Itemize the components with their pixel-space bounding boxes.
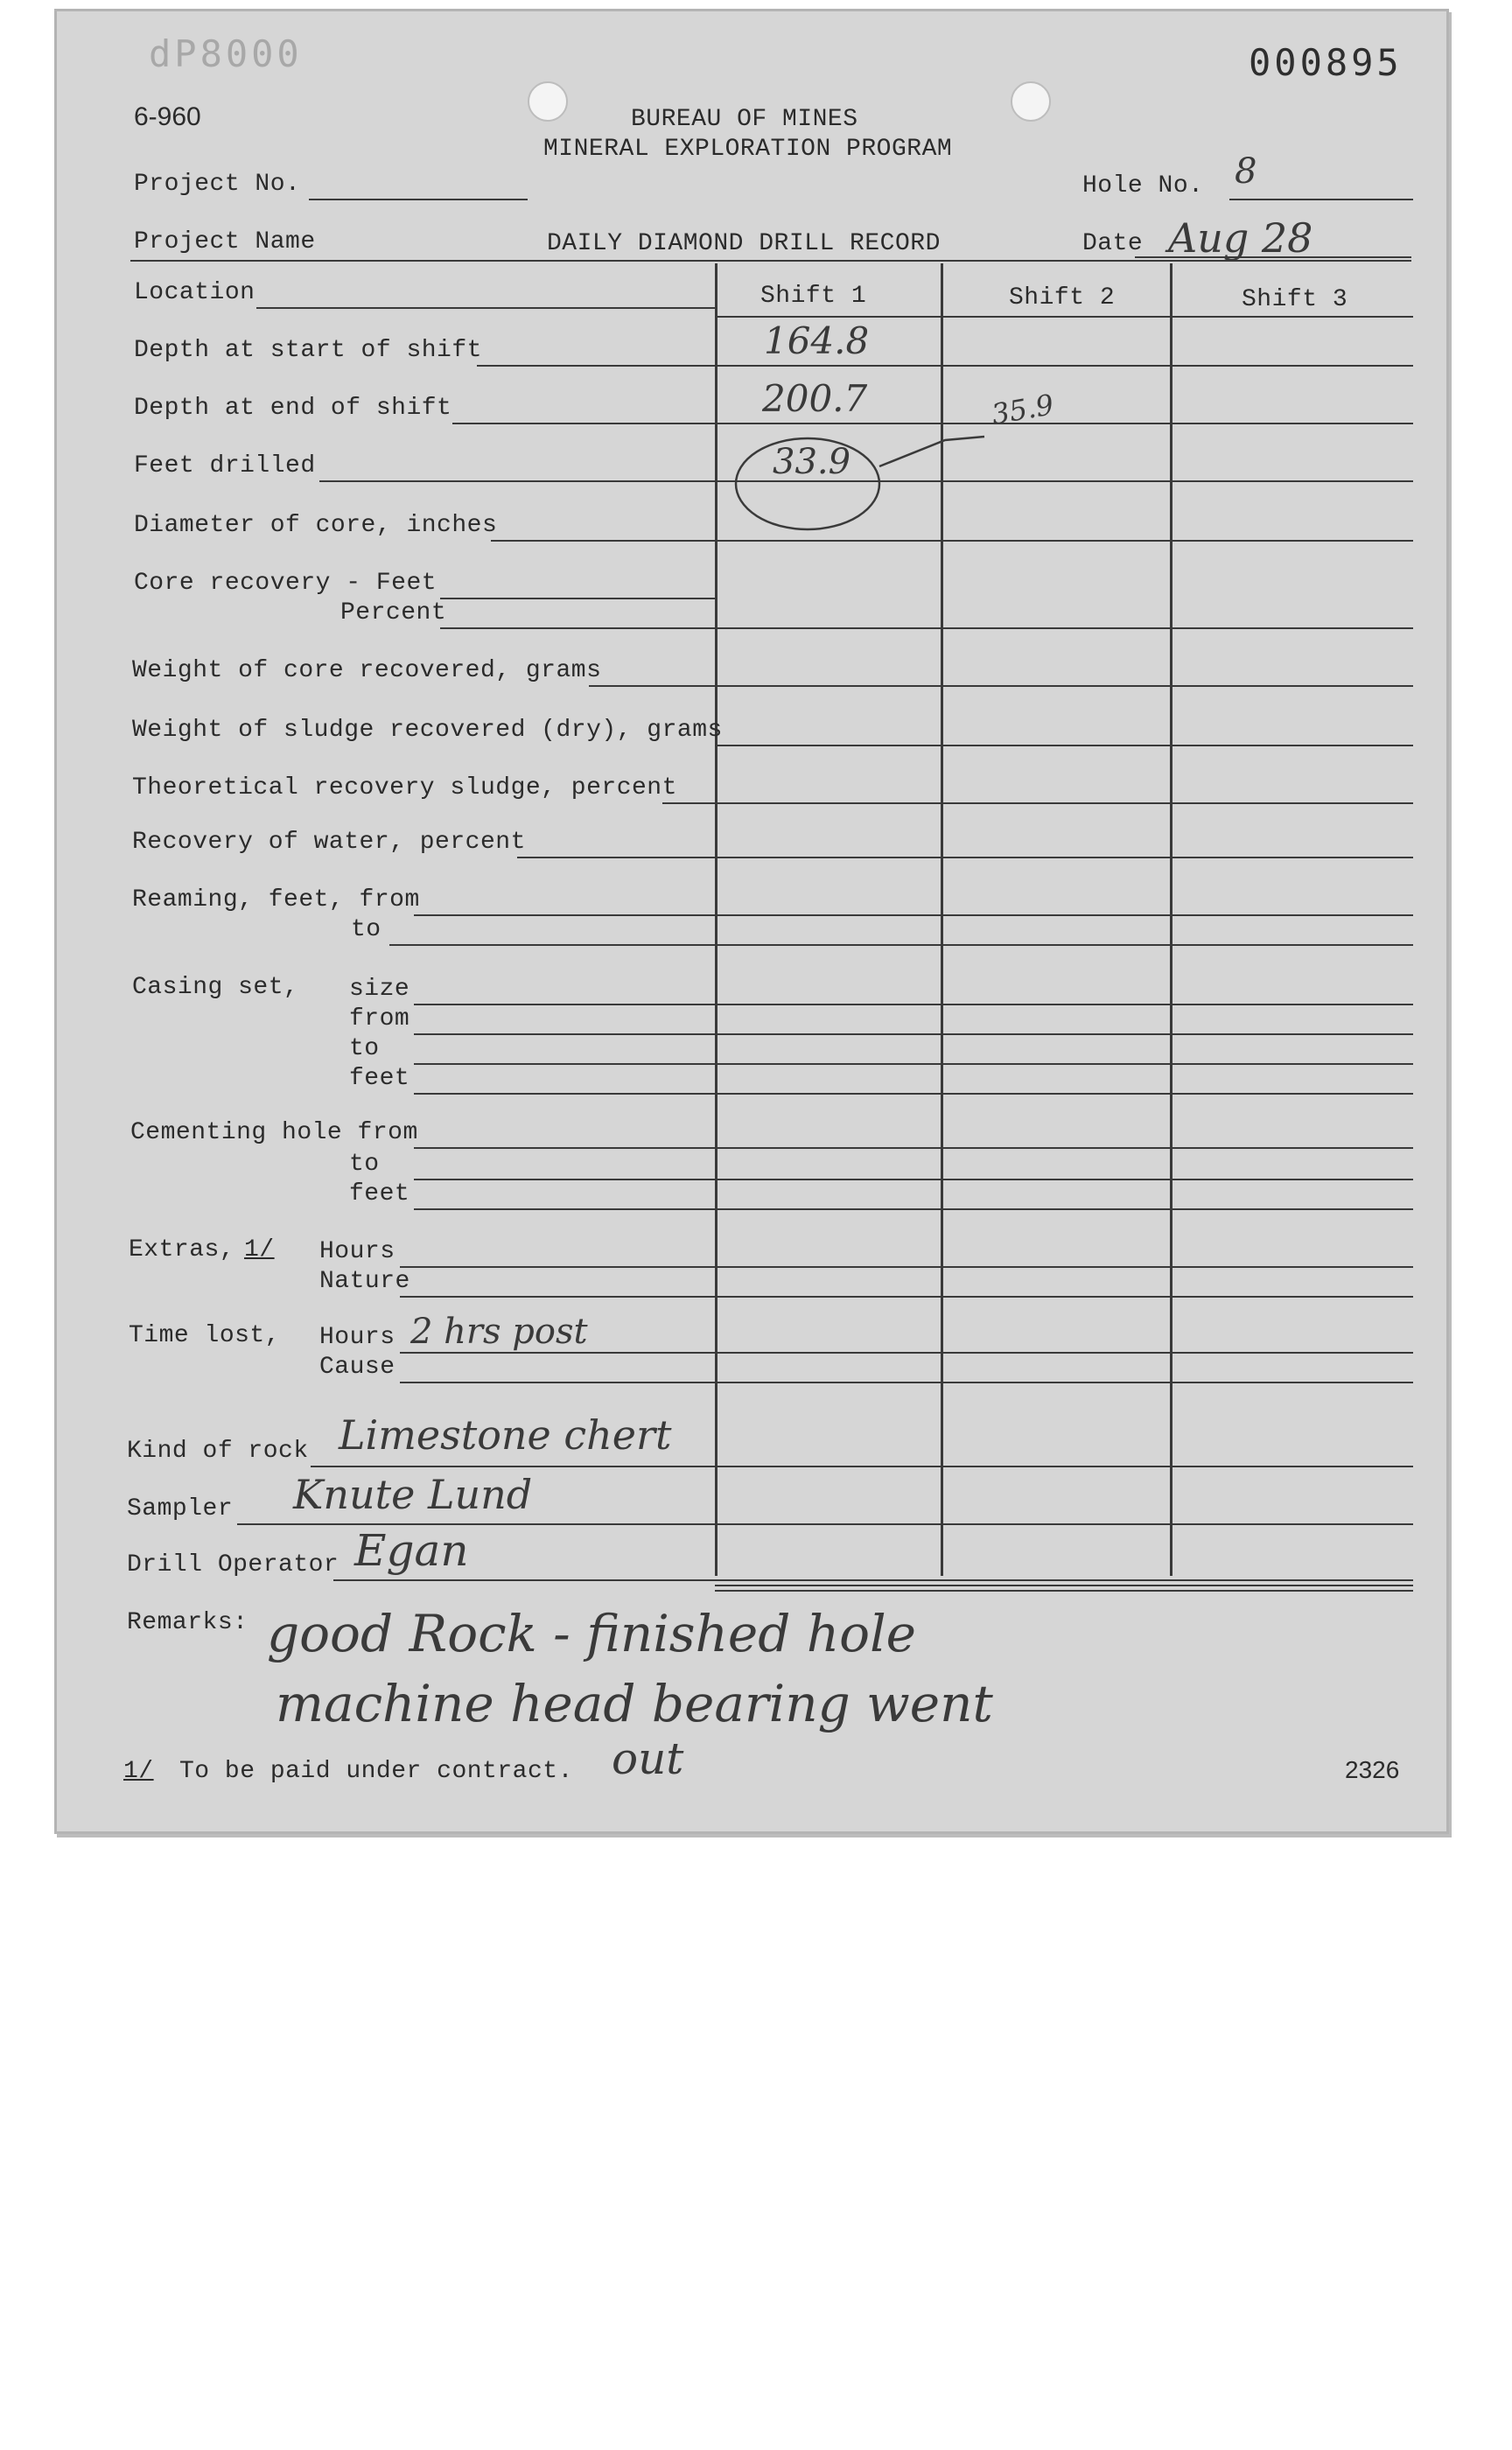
theoretical-sludge-field[interactable]	[662, 802, 1413, 804]
divider-label-shift1	[715, 263, 718, 1576]
depth-start-field[interactable]	[477, 365, 1413, 367]
time-lost-cause-label: Cause	[319, 1354, 396, 1381]
time-lost-cause-field[interactable]	[400, 1382, 1413, 1383]
feet-drilled-circle	[731, 431, 1081, 554]
casing-label: Casing set,	[132, 974, 299, 1001]
core-diameter-label: Diameter of core, inches	[134, 512, 498, 539]
casing-from-field[interactable]	[414, 1033, 1413, 1035]
core-weight-label: Weight of core recovered, grams	[132, 657, 602, 684]
grid-bottom-rule	[715, 1585, 1413, 1586]
record-title: DAILY DIAMOND DRILL RECORD	[547, 230, 941, 257]
reaming-to-label: to	[351, 916, 382, 943]
extras-hours-field[interactable]	[400, 1266, 1413, 1268]
depth-end-field[interactable]	[452, 423, 1413, 424]
core-recovery-feet-field[interactable]	[440, 598, 715, 599]
depth-start-shift1: 164.8	[764, 319, 870, 362]
core-weight-field[interactable]	[589, 685, 1413, 687]
casing-size-label: size	[349, 976, 410, 1003]
extras-nature-field[interactable]	[400, 1296, 1413, 1298]
cementing-label: Cementing hole from	[130, 1119, 418, 1146]
agency-name: BUREAU OF MINES	[631, 106, 858, 133]
drill-operator-label: Drill Operator	[127, 1551, 340, 1578]
drill-operator-value: Egan	[354, 1525, 469, 1576]
time-lost-label: Time lost,	[129, 1322, 281, 1349]
water-recovery-field[interactable]	[517, 857, 1413, 858]
time-lost-hours-label: Hours	[319, 1324, 396, 1351]
binder-hole-right	[1011, 81, 1051, 122]
header-rule-double	[1135, 256, 1411, 258]
casing-feet-field[interactable]	[414, 1093, 1413, 1095]
depth-end-shift1: 200.7	[762, 377, 868, 420]
sludge-weight-field[interactable]	[715, 745, 1413, 746]
time-lost-hours-field[interactable]	[400, 1352, 1413, 1354]
sampler-value: Knute Lund	[293, 1471, 533, 1518]
footnote-text: To be paid under contract.	[179, 1758, 573, 1785]
depth-start-label: Depth at start of shift	[134, 337, 482, 364]
extras-label: Extras,	[129, 1236, 235, 1264]
feet-drilled-label: Feet drilled	[134, 452, 316, 480]
program-name: MINERAL EXPLORATION PROGRAM	[543, 136, 953, 163]
theoretical-sludge-label: Theoretical recovery sludge, percent	[132, 774, 677, 802]
footnote-marker: 1/	[123, 1758, 154, 1785]
kind-of-rock-field[interactable]	[311, 1466, 1413, 1467]
feet-drilled-shift1: 33.9	[773, 442, 851, 482]
reaming-label: Reaming, feet, from	[132, 886, 420, 914]
core-recovery-percent-field[interactable]	[440, 627, 1413, 629]
casing-to-field[interactable]	[414, 1063, 1413, 1065]
casing-to-label: to	[349, 1035, 380, 1062]
depth-end-label: Depth at end of shift	[134, 395, 452, 422]
location-field[interactable]	[256, 307, 715, 309]
kind-of-rock-label: Kind of rock	[127, 1438, 309, 1465]
hole-no-value: 8	[1235, 151, 1257, 192]
hole-no-label: Hole No.	[1082, 172, 1204, 200]
hole-no-field[interactable]	[1229, 199, 1413, 200]
cementing-feet-label: feet	[349, 1180, 410, 1208]
reaming-to-field[interactable]	[389, 944, 1413, 946]
kind-of-rock-value: Limestone chert	[339, 1411, 672, 1459]
extras-footnote-marker: 1/	[244, 1236, 275, 1264]
remarks-line-2: machine head bearing went	[276, 1674, 993, 1733]
sludge-weight-label: Weight of sludge recovered (dry), grams	[132, 717, 723, 744]
binder-hole-left	[528, 81, 568, 122]
drill-operator-field[interactable]	[333, 1579, 1413, 1581]
grid-bottom-rule-double	[715, 1590, 1413, 1592]
column-header-underline	[717, 316, 1413, 318]
drill-record-sheet	[54, 9, 1449, 1834]
date-value: Aug 28	[1168, 214, 1313, 262]
cementing-to-field[interactable]	[414, 1179, 1413, 1180]
extras-nature-label: Nature	[319, 1268, 410, 1295]
form-number: 6-960	[134, 102, 201, 131]
location-label: Location	[134, 279, 256, 306]
casing-from-label: from	[349, 1005, 410, 1032]
remarks-line-3: out	[612, 1733, 684, 1784]
stamp-top-right: 000895	[1249, 41, 1403, 84]
project-no-label: Project No.	[134, 171, 301, 198]
reaming-from-field[interactable]	[414, 914, 1413, 916]
time-lost-hours-value: 2 hrs post	[410, 1312, 588, 1352]
cementing-feet-field[interactable]	[414, 1208, 1413, 1210]
divider-shift2-shift3	[1170, 263, 1172, 1576]
core-recovery-feet-label: Core recovery - Feet	[134, 570, 438, 597]
casing-size-field[interactable]	[414, 1004, 1413, 1005]
remarks-line-1: good Rock - finished hole	[267, 1604, 916, 1663]
casing-feet-label: feet	[349, 1065, 410, 1092]
project-name-label: Project Name	[134, 228, 316, 256]
core-recovery-percent-label: Percent	[340, 599, 447, 626]
core-diameter-field[interactable]	[491, 540, 1413, 542]
column-shift-1: Shift 1	[760, 283, 867, 310]
project-no-field[interactable]	[309, 199, 528, 200]
extras-hours-label: Hours	[319, 1238, 396, 1265]
water-recovery-label: Recovery of water, percent	[132, 829, 526, 856]
sampler-label: Sampler	[127, 1495, 234, 1522]
column-shift-3: Shift 3	[1242, 286, 1348, 313]
header-rule	[130, 260, 1411, 262]
stamp-top-left: dP8000	[149, 32, 303, 75]
cementing-from-field[interactable]	[414, 1147, 1413, 1149]
page-number: 2326	[1345, 1756, 1400, 1783]
remarks-label: Remarks:	[127, 1609, 248, 1636]
date-label: Date	[1082, 230, 1144, 257]
cementing-to-label: to	[349, 1151, 380, 1178]
depth-end-margin-note: 35.9	[989, 388, 1057, 431]
column-shift-2: Shift 2	[1009, 284, 1116, 312]
